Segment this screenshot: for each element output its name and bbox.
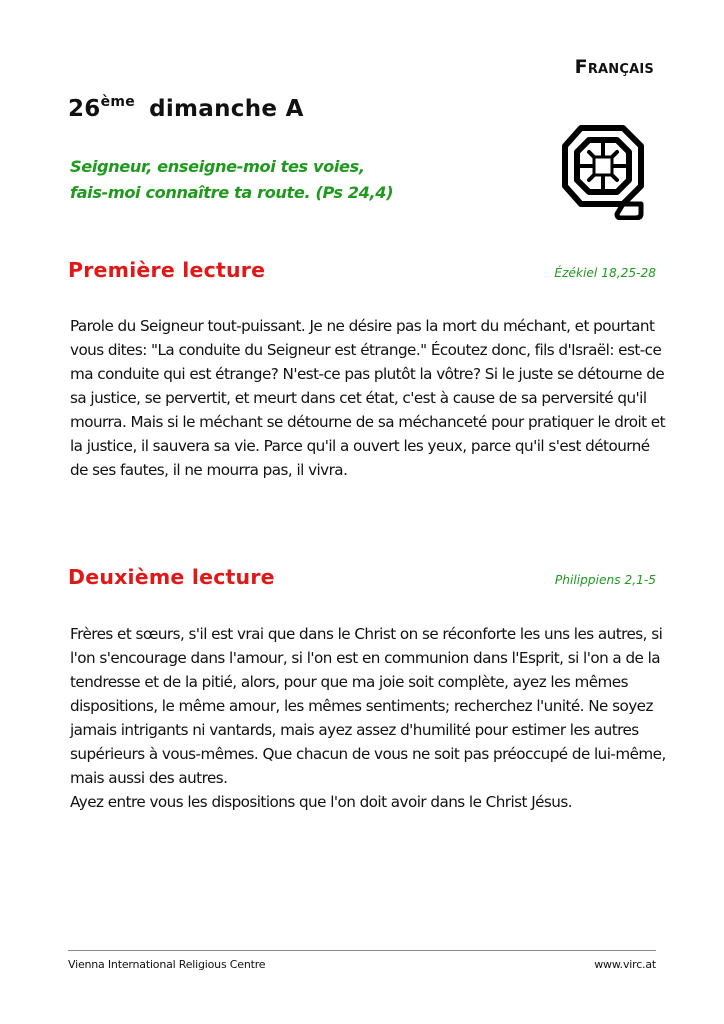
footer-website-link[interactable]: www.virc.at — [594, 958, 656, 971]
motto — [70, 154, 393, 206]
reading-1-reference: Ézékiel 18,25-28 — [554, 266, 656, 280]
reading-2-paragraph: Ayez entre vous les dispositions que l'on doit avoir dans le Christ Jésus. — [70, 793, 573, 811]
reading-2-reference: Philippiens 2,1-5 — [554, 573, 656, 587]
reading-2-text — [70, 622, 670, 814]
motto-line-1: Seigneur, enseigne-moi tes voies, — [70, 157, 365, 176]
reading-2-title: Deuxième lecture — [68, 565, 275, 589]
footer-organization: Vienna International Religious Centre — [68, 958, 266, 971]
reading-1-title: Première lecture — [68, 258, 266, 282]
motto-line-2: fais-moi connaître ta route. (Ps 24,4) — [70, 183, 394, 202]
title-suffix: ème — [100, 94, 136, 110]
title-number: 26 — [68, 96, 101, 122]
footer-divider — [68, 950, 656, 951]
reading-2-paragraph: Frères et sœurs, s'il est vrai que dans le Christ on se réconforte les uns les autres, si l'on s'encourage dans l'amour, si l'on est en communion dans l'Esprit, si l'on a de la tendresse et de la pitié, alors, pour que ma joie soit complète, ayez les mêmes dispositions, le même amour, les mêmes sentiments; recherchez l'unité. Ne soyez jamais intrigants ni vantards, mais ayez assez d'humilité pour estimer les autres supérieurs à vous-mêmes. Que chacun de vous ne soit pas préoccupé de lui-même, mais aussi des autres. — [70, 625, 666, 787]
page-title — [68, 96, 304, 122]
reading-1-paragraph: Parole du Seigneur tout-puissant. Je ne désire pas la mort du méchant, et pourtant vous dites: "La conduite du Seigneur est étrange." Écoutez donc, fils d'Israël: est-ce ma conduite qui est étrange? N'est-ce pas plutôt la vôtre? Si le juste se détourne de sa justice, se pervertit, et meurt dans cet état, c'est à cause de sa perversité qu'il mourra. Mais si le méchant se détourne de sa méchanceté pour pratiquer le droit et la justice, il sauvera sa vie. Parce qu'il a ouvert les yeux, parce qu'il s'est détourné de ses fautes, il ne mourra pas, il vivra. — [70, 317, 665, 479]
reading-1-text — [70, 314, 670, 482]
virc-emblem-icon — [561, 120, 647, 220]
title-day: dimanche A — [149, 96, 304, 122]
language-label: Français — [574, 56, 654, 78]
